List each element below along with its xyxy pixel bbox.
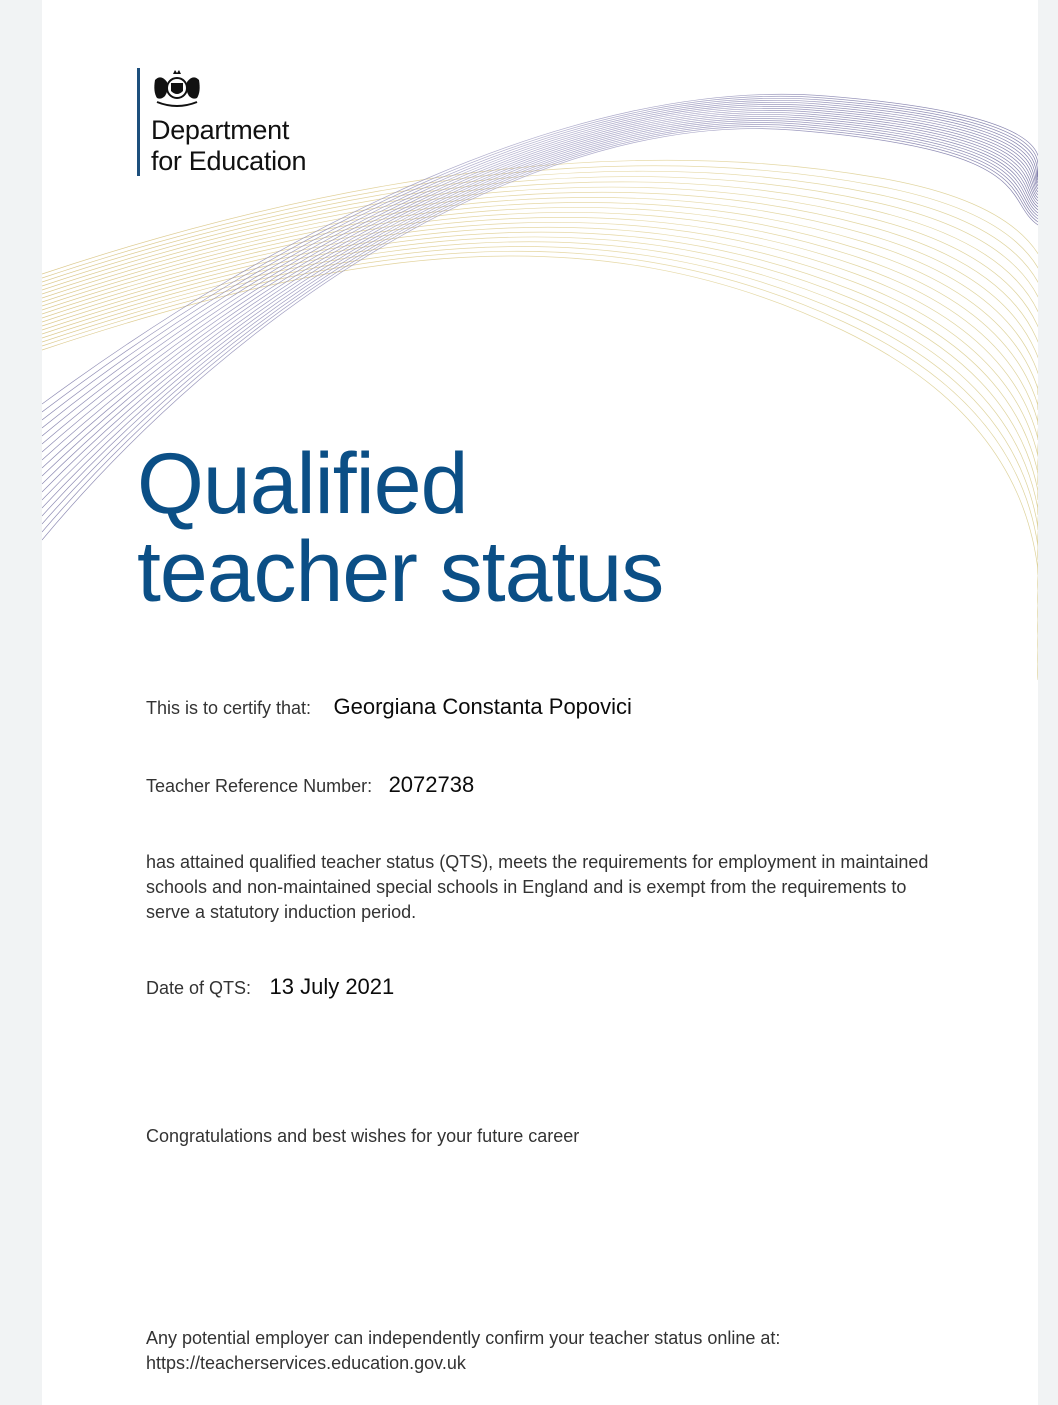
trn-row (146, 772, 474, 798)
organisation-name-line2: for Education (151, 146, 307, 176)
certificate-page (42, 0, 1038, 1405)
qts-date: 13 July 2021 (269, 974, 395, 999)
organisation-name-line1: Department (151, 115, 290, 145)
congratulations-message: Congratulations and best wishes for your future career (146, 1126, 580, 1146)
verification-note (146, 1326, 780, 1376)
date-label: Date of QTS: (146, 978, 252, 998)
date-row (146, 974, 394, 1000)
royal-coat-of-arms-icon (151, 68, 203, 110)
trn-label: Teacher Reference Number: (146, 776, 373, 796)
verification-text: Any potential employer can independently confirm your teacher status online at: (146, 1328, 781, 1348)
holder-name: Georgiana Constanta Popovici (333, 694, 632, 719)
department-for-education-logo (137, 68, 306, 176)
qts-statement: has attained qualified teacher status (QTS), meets the requirements for employment in maintained schools and non-maintained special schools in England and is exempt from the requirements to serve a statutory induction period. (146, 852, 929, 922)
certificate-title (137, 436, 664, 620)
certify-label: This is to certify that: (146, 698, 312, 718)
title-line1: Qualified (137, 436, 468, 532)
trn-value: 2072738 (388, 772, 475, 797)
certify-row (146, 694, 632, 720)
title-line2: teacher status (137, 524, 664, 620)
verification-link[interactable]: https://teacherservices.education.gov.uk (146, 1353, 466, 1373)
